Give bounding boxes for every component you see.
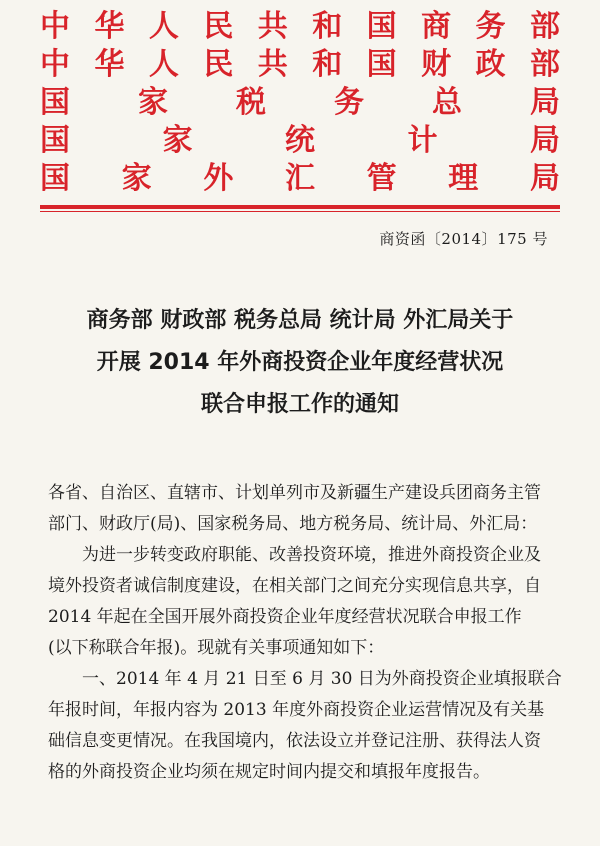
- para2-line-3: 础信息变更情况。在我国境内，依法设立并登记注册、获得法人资: [48, 731, 541, 751]
- red-header-rule-thin: [40, 211, 560, 212]
- agency-char: 华: [94, 9, 125, 44]
- paragraph-intro: [48, 540, 558, 664]
- agency-char: 民: [203, 9, 234, 44]
- agency-char: 家: [121, 161, 152, 196]
- agency-char: 财: [421, 47, 452, 82]
- para1-line-4: (以下称联合年报)。现就有关事项通知如下：: [48, 638, 385, 658]
- addressee-line-1: 各省、自治区、直辖市、计划单列市及新疆生产建设兵团商务主管: [48, 483, 541, 503]
- paragraph-item-1: [48, 664, 562, 788]
- agency-char: 华: [94, 47, 125, 82]
- agency-char: 局: [530, 85, 560, 120]
- title-line-3: 联合申报工作的通知: [200, 392, 399, 417]
- agency-char: 局: [529, 161, 560, 196]
- agency-char: 务: [475, 9, 506, 44]
- document-number: 商资函〔2014〕175 号: [379, 230, 548, 248]
- agency-char: 国: [366, 9, 397, 44]
- addressee-line-2: 部门、财政厅(局)、国家税务局、地方税务局、统计局、外汇局：: [48, 514, 538, 534]
- agency-char: 计: [407, 123, 438, 158]
- title-line-1: 商务部 财政部 税务总局 统计局 外汇局关于: [86, 308, 514, 333]
- agency-char: 中: [40, 47, 70, 82]
- agency-char: 统: [285, 123, 315, 158]
- agency-char: 人: [148, 9, 179, 44]
- agency-mofcom: [40, 8, 560, 46]
- addressee: [48, 478, 558, 540]
- agency-char: 国: [40, 85, 70, 120]
- para2-line-2: 年报时间，年报内容为 2013 年度外商投资企业运营情况及有关基: [48, 700, 545, 720]
- agency-char: 务: [334, 85, 364, 120]
- agency-char: 税: [236, 85, 266, 120]
- agency-char: 理: [448, 161, 479, 196]
- agency-char: 和: [312, 9, 343, 44]
- para1-line-3: 2014 年起在全国开展外商投资企业年度经营状况联合申报工作: [48, 607, 522, 627]
- red-header-rule: [40, 205, 560, 209]
- agency-mof: [40, 46, 560, 84]
- agency-char: 国: [40, 123, 70, 158]
- document-body: [48, 478, 562, 788]
- agency-char: 局: [530, 123, 560, 158]
- agency-char: 家: [138, 85, 168, 120]
- issuing-agencies-header: [40, 8, 560, 198]
- agency-nbs: [40, 122, 560, 160]
- agency-char: 和: [312, 47, 343, 82]
- agency-char: 管: [366, 161, 397, 196]
- agency-char: 汇: [284, 161, 315, 196]
- agency-char: 国: [40, 161, 70, 196]
- agency-char: 共: [257, 47, 288, 82]
- agency-sat: [40, 84, 560, 122]
- agency-char: 部: [529, 9, 560, 44]
- para2-line-1: 一、2014 年 4 月 21 日至 6 月 30 日为外商投资企业填报联合: [82, 669, 562, 689]
- agency-char: 政: [475, 47, 506, 82]
- agency-char: 家: [162, 123, 193, 158]
- document-title: [40, 300, 560, 426]
- para2-line-4: 格的外商投资企业均须在规定时间内提交和填报年度报告。: [48, 762, 490, 782]
- para1-line-2: 境外投资者诚信制度建设，在相关部门之间充分实现信息共享，自: [48, 576, 541, 596]
- agency-char: 共: [257, 9, 288, 44]
- agency-char: 民: [203, 47, 234, 82]
- agency-char: 国: [366, 47, 397, 82]
- agency-char: 部: [529, 47, 560, 82]
- para1-line-1: 为进一步转变政府职能、改善投资环境，推进外商投资企业及: [82, 545, 541, 565]
- agency-safe: [40, 160, 560, 198]
- agency-char: 商: [421, 9, 452, 44]
- agency-char: 外: [203, 161, 234, 196]
- title-line-2: 开展 2014 年外商投资企业年度经营状况: [96, 350, 504, 375]
- agency-char: 中: [40, 9, 70, 44]
- agency-char: 人: [148, 47, 179, 82]
- agency-char: 总: [432, 85, 462, 120]
